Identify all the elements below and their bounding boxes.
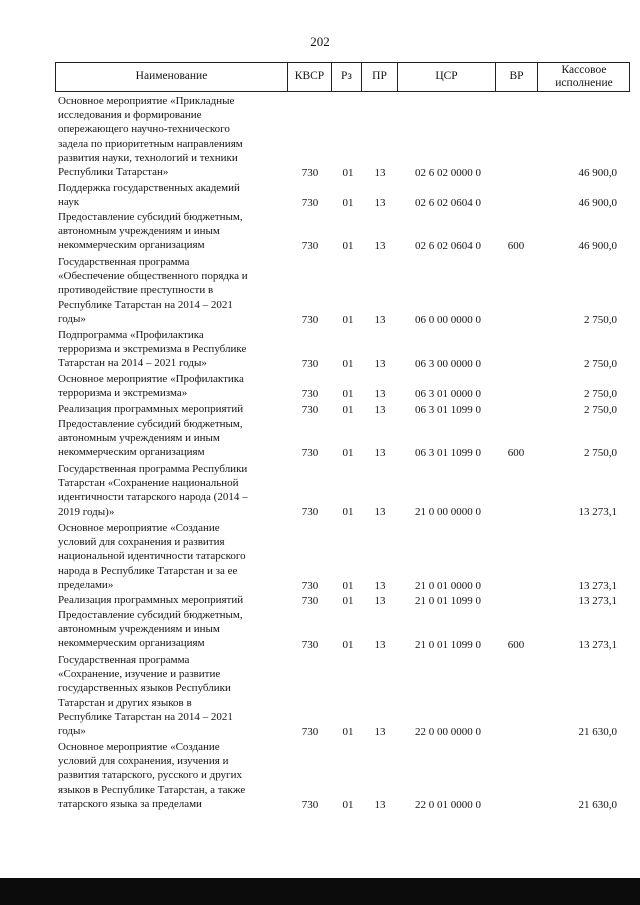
row-pr: 13 [374,239,386,252]
row-rz: 01 [342,387,354,400]
row-amount: 13 273,1 [578,594,617,607]
table-header [55,62,630,92]
page-number: 202 [310,34,330,49]
table-row [55,417,631,460]
row-rz: 01 [342,505,354,518]
row-vr: 600 [507,446,525,459]
row-name: Основное мероприятие «Профилактика терроризма и экстремизма» [58,373,244,400]
row-csr: 06 3 01 0000 0 [415,387,481,400]
row-csr: 06 3 00 0000 0 [415,357,481,370]
row-kvsr: 730 [301,446,319,459]
scan-bottom-edge [0,878,640,905]
row-amount: 13 273,1 [578,505,617,518]
row-csr: 02 6 02 0604 0 [415,239,481,252]
row-kvsr: 730 [301,505,319,518]
table-row [55,653,631,739]
row-kvsr: 730 [301,725,319,738]
row-pr: 13 [374,594,386,607]
row-pr: 13 [374,638,386,651]
row-kvsr: 730 [301,579,319,592]
row-amount: 2 750,0 [584,357,617,370]
row-csr: 02 6 02 0000 0 [415,166,481,179]
row-amount: 13 273,1 [578,638,617,651]
budget-table [55,62,631,822]
row-pr: 13 [374,446,386,459]
row-rz: 01 [342,313,354,326]
table-row [55,521,631,593]
row-csr: 21 0 00 0000 0 [415,505,481,518]
row-name: Государственная программа «Сохранение, изучение и развитие государственных языков Республики Татарстан и других языков в Республике Татарстан на 2014 – 2021 годы» [58,654,233,738]
row-rz: 01 [342,725,354,738]
row-name: Государственная программа Республики Татарстан «Сохранение национальной идентичности татарского народа (2014 – 2019 годы)» [58,463,248,518]
row-rz: 01 [342,239,354,252]
row-amount: 2 750,0 [584,387,617,400]
table-row [55,181,631,210]
row-kvsr: 730 [301,387,319,400]
table-row [55,740,631,812]
header-kvsr: КВСР [288,63,332,91]
row-rz: 01 [342,798,354,811]
row-kvsr: 730 [301,196,319,209]
table-row [55,94,631,180]
header-rz: Рз [332,63,362,91]
row-kvsr: 730 [301,594,319,607]
row-name: Основное мероприятие «Создание условий для сохранения и развития национальной идентичности татарского народа в Республике Татарстан и за ее пределами» [58,522,246,591]
header-vr: ВР [496,63,538,91]
row-csr: 22 0 00 0000 0 [415,725,481,738]
row-pr: 13 [374,166,386,179]
table-row [55,255,631,327]
row-pr: 13 [374,505,386,518]
table-row [55,372,631,401]
row-csr: 21 0 01 1099 0 [415,638,481,651]
header-amount: Кассовое исполнение [555,63,613,89]
row-rz: 01 [342,446,354,459]
header-pr: ПР [362,63,398,91]
table-row [55,210,631,253]
table-row [55,402,631,417]
row-kvsr: 730 [301,313,319,326]
row-name: Подпрограмма «Профилактика терроризма и экстремизма в Республике Татарстан на 2014 – 2021 годы» [58,329,247,370]
row-rz: 01 [342,357,354,370]
row-amount: 21 630,0 [578,798,617,811]
row-kvsr: 730 [301,638,319,651]
row-rz: 01 [342,638,354,651]
row-rz: 01 [342,166,354,179]
row-name: Предоставление субсидий бюджетным, автономным учреждениям и иным некоммерческим организациям [58,418,243,459]
row-name: Основное мероприятие «Создание условий для сохранения, изучения и развития татарского, русского и других языков в Республике Татарстан, а также татарского языка за пределами [58,741,246,810]
row-vr: 600 [507,638,525,651]
row-name: Предоставление субсидий бюджетным, автономным учреждениям и иным некоммерческим организациям [58,609,243,650]
row-name: Предоставление субсидий бюджетным, автономным учреждениям и иным некоммерческим организациям [58,211,243,252]
row-csr: 06 0 00 0000 0 [415,313,481,326]
row-kvsr: 730 [301,239,319,252]
row-name: Основное мероприятие «Прикладные исследования и формирование опережающего научно-технического задела по приоритетным направлениям развития науки, технологий и техники Республики Татарстан» [58,95,243,179]
row-name: Поддержка государственных академий наук [58,182,240,209]
row-csr: 06 3 01 1099 0 [415,403,481,416]
row-csr: 22 0 01 0000 0 [415,798,481,811]
row-pr: 13 [374,313,386,326]
header-name: Наименование [56,63,288,91]
row-pr: 13 [374,725,386,738]
row-name: Реализация программных мероприятий [58,403,244,415]
row-csr: 21 0 01 1099 0 [415,594,481,607]
row-amount: 13 273,1 [578,579,617,592]
row-name: Государственная программа «Обеспечение общественного порядка и противодействие преступности в Республике Татарстан на 2014 – 2021 годы» [58,256,248,325]
row-kvsr: 730 [301,403,319,416]
row-pr: 13 [374,579,386,592]
table-row [55,328,631,371]
row-amount: 46 900,0 [578,196,617,209]
row-rz: 01 [342,579,354,592]
table-row [55,593,631,608]
row-amount: 21 630,0 [578,725,617,738]
row-vr: 600 [507,239,525,252]
header-csr: ЦСР [398,63,496,91]
row-csr: 02 6 02 0604 0 [415,196,481,209]
row-amount: 46 900,0 [578,239,617,252]
row-csr: 06 3 01 1099 0 [415,446,481,459]
row-pr: 13 [374,196,386,209]
row-kvsr: 730 [301,166,319,179]
table-row [55,608,631,652]
row-pr: 13 [374,798,386,811]
row-rz: 01 [342,196,354,209]
row-pr: 13 [374,357,386,370]
table-row [55,462,631,519]
row-csr: 21 0 01 0000 0 [415,579,481,592]
row-rz: 01 [342,403,354,416]
row-rz: 01 [342,594,354,607]
row-kvsr: 730 [301,798,319,811]
row-pr: 13 [374,387,386,400]
row-amount: 46 900,0 [578,166,617,179]
row-name: Реализация программных мероприятий [58,594,244,606]
row-kvsr: 730 [301,357,319,370]
row-amount: 2 750,0 [584,403,617,416]
row-pr: 13 [374,403,386,416]
row-amount: 2 750,0 [584,446,617,459]
row-amount: 2 750,0 [584,313,617,326]
